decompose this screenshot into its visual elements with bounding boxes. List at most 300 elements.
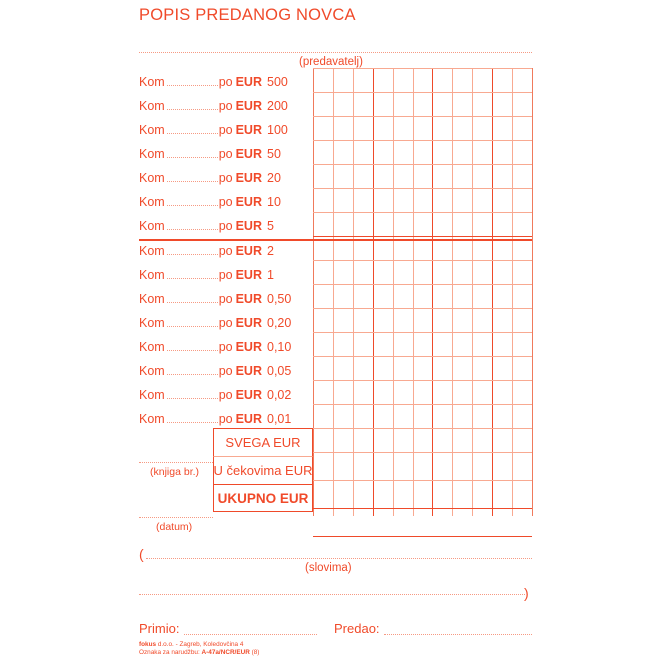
denomination-value: 100 [267, 123, 288, 137]
grid-cell[interactable] [512, 480, 532, 508]
amount-grid[interactable] [313, 68, 532, 516]
denomination-value: 0,01 [267, 412, 292, 426]
grid-cell[interactable] [452, 480, 472, 508]
grid-cell[interactable] [373, 140, 393, 164]
grid-cell[interactable] [353, 164, 373, 188]
grid-cell[interactable] [353, 452, 373, 480]
grid-cell[interactable] [373, 332, 393, 356]
grid-cell[interactable] [452, 116, 472, 140]
grid-cell[interactable] [492, 508, 512, 536]
kom-quantity-field[interactable] [167, 76, 218, 86]
grid-cell[interactable] [353, 508, 373, 536]
payer-line[interactable] [139, 52, 532, 53]
po-label: po [218, 244, 233, 258]
kom-label: Kom [139, 171, 165, 185]
grid-cell[interactable] [492, 404, 512, 428]
grid-cell[interactable] [313, 212, 333, 236]
grid-cell[interactable] [373, 480, 393, 508]
kom-quantity-field[interactable] [167, 413, 218, 423]
grid-cell[interactable] [492, 164, 512, 188]
grid-cell[interactable] [492, 332, 512, 356]
po-label: po [218, 171, 233, 185]
grid-cell[interactable] [452, 404, 472, 428]
grid-cell[interactable] [313, 480, 333, 508]
grid-cell[interactable] [452, 380, 472, 404]
grid-cell[interactable] [432, 452, 452, 480]
po-label: po [218, 75, 233, 89]
grid-cell[interactable] [472, 332, 492, 356]
grid-cell[interactable] [452, 428, 472, 452]
grid-cell[interactable] [492, 116, 512, 140]
imprint-order-label: Oznaka za narudžbu: [139, 649, 202, 657]
grid-cell[interactable] [492, 284, 512, 308]
grid-cell[interactable] [472, 140, 492, 164]
grid-cell[interactable] [373, 212, 393, 236]
grid-cell[interactable] [512, 356, 532, 380]
grid-cell[interactable] [313, 428, 333, 452]
grid-cell[interactable] [393, 508, 413, 536]
grid-cell[interactable] [373, 92, 393, 116]
grid-cell[interactable] [413, 68, 433, 92]
grid-cell[interactable] [432, 188, 452, 212]
grid-cell[interactable] [373, 68, 393, 92]
grid-cell[interactable] [472, 480, 492, 508]
grid-cell[interactable] [432, 116, 452, 140]
grid-cell[interactable] [413, 356, 433, 380]
denomination-value: 0,10 [267, 340, 292, 354]
grid-cell[interactable] [353, 260, 373, 284]
grid-cell[interactable] [413, 212, 433, 236]
denomination-row [139, 263, 313, 287]
grid-cell[interactable] [512, 452, 532, 480]
grid-cell[interactable] [492, 68, 512, 92]
denomination-value: 20 [267, 171, 281, 185]
grid-cell[interactable] [373, 508, 393, 536]
kom-label: Kom [139, 340, 165, 354]
kom-quantity-field[interactable] [167, 365, 218, 375]
grid-cell[interactable] [313, 308, 333, 332]
denomination-row [139, 359, 313, 383]
grid-cell[interactable] [472, 260, 492, 284]
grid-cell[interactable] [373, 188, 393, 212]
kom-quantity-field[interactable] [167, 317, 218, 327]
grid-cell[interactable] [432, 404, 452, 428]
grid-cell[interactable] [452, 92, 472, 116]
po-label: po [218, 412, 233, 426]
grid-cell[interactable] [492, 452, 512, 480]
words-caption: (slovima) [305, 562, 352, 574]
po-label: po [218, 388, 233, 402]
grid-cell[interactable] [353, 404, 373, 428]
denomination-value: 0,50 [267, 292, 292, 306]
grid-cell[interactable] [452, 508, 472, 536]
grid-cell[interactable] [353, 212, 373, 236]
grid-cell[interactable] [432, 356, 452, 380]
currency-label: EUR [235, 219, 262, 233]
grid-cell[interactable] [333, 92, 353, 116]
grid-cell[interactable] [413, 188, 433, 212]
grid-cell[interactable] [373, 260, 393, 284]
grid-cell[interactable] [432, 428, 452, 452]
grid-cell[interactable] [333, 188, 353, 212]
grid-cell[interactable] [373, 308, 393, 332]
grid-cell[interactable] [353, 284, 373, 308]
grid-cell[interactable] [333, 68, 353, 92]
kom-quantity-field[interactable] [167, 269, 218, 279]
grid-cell[interactable] [313, 140, 333, 164]
grid-cell[interactable] [472, 284, 492, 308]
book-number-line[interactable] [139, 462, 213, 463]
grid-cell[interactable] [472, 92, 492, 116]
date-caption: (datum) [156, 521, 193, 533]
grid-cell[interactable] [393, 452, 413, 480]
grid-cell[interactable] [432, 508, 452, 536]
grid-cell[interactable] [313, 404, 333, 428]
grid-cell[interactable] [472, 508, 492, 536]
page-title: POPIS PREDANOG NOVCA [139, 6, 356, 24]
grid-cell[interactable] [413, 380, 433, 404]
kom-label: Kom [139, 147, 165, 161]
grid-cell[interactable] [452, 332, 472, 356]
book-number-caption: (knjiga br.) [150, 466, 200, 478]
kom-quantity-field[interactable] [167, 172, 218, 182]
grid-cell[interactable] [313, 508, 333, 536]
kom-quantity-field[interactable] [167, 245, 218, 255]
denomination-row [139, 118, 313, 142]
grid-cell[interactable] [492, 356, 512, 380]
grid-cell[interactable] [512, 380, 532, 404]
currency-label: EUR [235, 388, 262, 402]
denomination-value: 5 [267, 219, 274, 233]
grid-cell[interactable] [432, 140, 452, 164]
handed-over-line[interactable] [384, 634, 532, 635]
imprint-order-suffix: (8) [249, 649, 260, 657]
po-label: po [218, 195, 233, 209]
total-label-2: U čekovima EUR [213, 456, 313, 484]
kom-quantity-field[interactable] [167, 389, 218, 399]
grid-cell[interactable] [393, 308, 413, 332]
grid-cell[interactable] [413, 332, 433, 356]
grid-cell[interactable] [512, 92, 532, 116]
grid-cell[interactable] [472, 404, 492, 428]
grid-cell[interactable] [492, 308, 512, 332]
grid-cell[interactable] [512, 260, 532, 284]
grid-cell[interactable] [353, 428, 373, 452]
grid-cell[interactable] [432, 212, 452, 236]
received-line[interactable] [184, 634, 317, 635]
grid-cell[interactable] [492, 92, 512, 116]
grid-cell[interactable] [512, 308, 532, 332]
grid-cell[interactable] [452, 308, 472, 332]
grid-cell[interactable] [393, 164, 413, 188]
kom-quantity-field[interactable] [167, 341, 218, 351]
grid-cell[interactable] [353, 92, 373, 116]
grid-cell[interactable] [373, 380, 393, 404]
notes-coins-divider [139, 239, 532, 241]
grid-cell[interactable] [432, 68, 452, 92]
grid-cell[interactable] [413, 428, 433, 452]
grid-cell[interactable] [393, 428, 413, 452]
kom-label: Kom [139, 195, 165, 209]
currency-label: EUR [235, 75, 262, 89]
grid-cell[interactable] [452, 164, 472, 188]
grid-cell[interactable] [432, 284, 452, 308]
kom-label: Kom [139, 123, 165, 137]
grid-cell[interactable] [452, 284, 472, 308]
grid-cell[interactable] [452, 260, 472, 284]
po-label: po [218, 268, 233, 282]
grid-cell[interactable] [393, 212, 413, 236]
grid-cell[interactable] [333, 284, 353, 308]
grid-cell[interactable] [353, 380, 373, 404]
denomination-row [139, 335, 313, 359]
grid-cell[interactable] [313, 452, 333, 480]
grid-cell[interactable] [333, 308, 353, 332]
grid-cell[interactable] [353, 116, 373, 140]
kom-label: Kom [139, 292, 165, 306]
kom-quantity-field[interactable] [167, 196, 218, 206]
grid-cell[interactable] [373, 284, 393, 308]
grid-cell[interactable] [393, 260, 413, 284]
kom-label: Kom [139, 75, 165, 89]
grid-cell[interactable] [512, 508, 532, 536]
grid-cell[interactable] [512, 116, 532, 140]
grid-cell[interactable] [353, 480, 373, 508]
grid-cell[interactable] [492, 380, 512, 404]
grid-cell[interactable] [393, 116, 413, 140]
grid-cell[interactable] [492, 188, 512, 212]
imprint [139, 641, 259, 658]
grid-cell[interactable] [353, 356, 373, 380]
grid-cell[interactable] [512, 404, 532, 428]
grid-cell[interactable] [333, 140, 353, 164]
grid-cell[interactable] [432, 164, 452, 188]
grid-cell[interactable] [313, 164, 333, 188]
grid-cell[interactable] [353, 332, 373, 356]
grid-cell[interactable] [452, 68, 472, 92]
grid-cell[interactable] [313, 188, 333, 212]
denomination-row [139, 70, 313, 94]
grid-cell[interactable] [393, 188, 413, 212]
grid-cell[interactable] [432, 260, 452, 284]
grid-cell[interactable] [393, 404, 413, 428]
denomination-row [139, 383, 313, 407]
denomination-value: 0,05 [267, 364, 292, 378]
grid-cell[interactable] [413, 284, 433, 308]
grid-cell[interactable] [432, 380, 452, 404]
grid-cell[interactable] [472, 380, 492, 404]
grid-cell[interactable] [413, 260, 433, 284]
grid-cell[interactable] [333, 356, 353, 380]
grid-cell[interactable] [452, 452, 472, 480]
payer-caption: (predavatelj) [299, 56, 363, 68]
grid-cell[interactable] [492, 480, 512, 508]
grid-cell[interactable] [413, 308, 433, 332]
denomination-value: 0,02 [267, 388, 292, 402]
words-close-paren: ) [524, 585, 529, 601]
grid-cell[interactable] [313, 92, 333, 116]
grid-cell[interactable] [492, 428, 512, 452]
grid-cell[interactable] [313, 284, 333, 308]
grid-cell[interactable] [512, 332, 532, 356]
kom-quantity-field[interactable] [167, 220, 218, 230]
grid-cell[interactable] [333, 480, 353, 508]
grid-cell[interactable] [353, 68, 373, 92]
grid-cell[interactable] [452, 356, 472, 380]
grid-cell[interactable] [472, 116, 492, 140]
po-label: po [218, 292, 233, 306]
grid-cell[interactable] [512, 164, 532, 188]
grid-cell[interactable] [373, 116, 393, 140]
denomination-row [139, 142, 313, 166]
grid-cell[interactable] [333, 404, 353, 428]
grid-cell[interactable] [353, 188, 373, 212]
kom-label: Kom [139, 219, 165, 233]
grid-cell[interactable] [512, 68, 532, 92]
grid-cell[interactable] [512, 428, 532, 452]
grid-cell[interactable] [313, 332, 333, 356]
grid-cell[interactable] [313, 380, 333, 404]
grid-cell[interactable] [452, 140, 472, 164]
grid-cell[interactable] [393, 356, 413, 380]
grid-cell[interactable] [353, 308, 373, 332]
grid-cell[interactable] [413, 116, 433, 140]
grid-cell[interactable] [512, 140, 532, 164]
po-label: po [218, 364, 233, 378]
currency-label: EUR [235, 171, 262, 185]
grid-cell[interactable] [333, 332, 353, 356]
grid-cell[interactable] [313, 356, 333, 380]
grid-cell[interactable] [472, 452, 492, 480]
imprint-company: fokus [139, 641, 157, 648]
grid-cell[interactable] [492, 260, 512, 284]
grid-cell[interactable] [373, 356, 393, 380]
grid-cell[interactable] [413, 404, 433, 428]
grid-cell[interactable] [333, 212, 353, 236]
currency-label: EUR [235, 268, 262, 282]
kom-label: Kom [139, 412, 165, 426]
kom-label: Kom [139, 268, 165, 282]
grid-cell[interactable] [413, 164, 433, 188]
denomination-value: 500 [267, 75, 288, 89]
words-line-1[interactable] [146, 558, 532, 559]
grid-cell[interactable] [333, 380, 353, 404]
denomination-value: 200 [267, 99, 288, 113]
grid-cell[interactable] [472, 212, 492, 236]
total-label-3: UKUPNO EUR [213, 484, 313, 512]
date-line[interactable] [139, 517, 213, 518]
kom-quantity-field[interactable] [167, 148, 218, 158]
grid-cell[interactable] [373, 452, 393, 480]
grid-cell[interactable] [393, 140, 413, 164]
words-line-2[interactable] [139, 594, 525, 595]
grid-cell[interactable] [452, 212, 472, 236]
grid-cell[interactable] [313, 260, 333, 284]
po-label: po [218, 99, 233, 113]
grid-cell[interactable] [492, 140, 512, 164]
grid-cell[interactable] [393, 380, 413, 404]
grid-cell[interactable] [373, 404, 393, 428]
denomination-row [139, 166, 313, 190]
grid-cell[interactable] [333, 508, 353, 536]
imprint-company-line [139, 641, 259, 649]
denomination-value: 0,20 [267, 316, 292, 330]
denomination-row [139, 311, 313, 335]
grid-cell[interactable] [353, 140, 373, 164]
currency-label: EUR [235, 195, 262, 209]
grid-cell[interactable] [492, 212, 512, 236]
grid-cell[interactable] [333, 452, 353, 480]
grid-cell[interactable] [472, 428, 492, 452]
grid-cell[interactable] [393, 284, 413, 308]
grid-cell[interactable] [512, 212, 532, 236]
grid-cell[interactable] [472, 164, 492, 188]
grid-cell[interactable] [512, 188, 532, 212]
grid-cell[interactable] [472, 308, 492, 332]
grid-cell[interactable] [313, 68, 333, 92]
po-label: po [218, 316, 233, 330]
grid-cell[interactable] [472, 68, 492, 92]
imprint-company-address: d.o.o. - Zagreb, Koledovčina 4 [156, 641, 244, 648]
grid-cell[interactable] [333, 260, 353, 284]
grid-cell[interactable] [413, 140, 433, 164]
grid-cell[interactable] [393, 68, 413, 92]
grid-cell[interactable] [313, 116, 333, 140]
denomination-row [139, 239, 313, 263]
grid-cell[interactable] [413, 508, 433, 536]
grid-cell[interactable] [333, 116, 353, 140]
grid-cell[interactable] [393, 332, 413, 356]
grid-cell[interactable] [452, 188, 472, 212]
kom-quantity-field[interactable] [167, 124, 218, 134]
grid-cell[interactable] [413, 92, 433, 116]
po-label: po [218, 147, 233, 161]
currency-label: EUR [235, 147, 262, 161]
kom-label: Kom [139, 244, 165, 258]
grid-cell[interactable] [512, 284, 532, 308]
currency-label: EUR [235, 364, 262, 378]
denomination-row [139, 94, 313, 118]
grid-row-line [313, 536, 532, 537]
currency-label: EUR [235, 316, 262, 330]
grid-cell[interactable] [373, 428, 393, 452]
grid-cell[interactable] [432, 92, 452, 116]
currency-label: EUR [235, 244, 262, 258]
grid-cell[interactable] [413, 452, 433, 480]
kom-label: Kom [139, 364, 165, 378]
grid-cell[interactable] [333, 428, 353, 452]
currency-label: EUR [235, 123, 262, 137]
handed-over-label: Predao: [334, 621, 380, 636]
grid-cell[interactable] [432, 308, 452, 332]
grid-cell[interactable] [393, 480, 413, 508]
grid-cell[interactable] [373, 164, 393, 188]
grid-cell[interactable] [413, 480, 433, 508]
kom-label: Kom [139, 99, 165, 113]
grid-cell[interactable] [432, 480, 452, 508]
grid-cell[interactable] [472, 188, 492, 212]
kom-quantity-field[interactable] [167, 293, 218, 303]
currency-label: EUR [235, 292, 262, 306]
imprint-order-line [139, 649, 259, 657]
grid-cell[interactable] [472, 356, 492, 380]
currency-label: EUR [235, 412, 262, 426]
grid-cell[interactable] [393, 92, 413, 116]
kom-quantity-field[interactable] [167, 100, 218, 110]
grid-cell[interactable] [333, 164, 353, 188]
received-label: Primio: [139, 621, 180, 636]
grid-cell[interactable] [432, 332, 452, 356]
